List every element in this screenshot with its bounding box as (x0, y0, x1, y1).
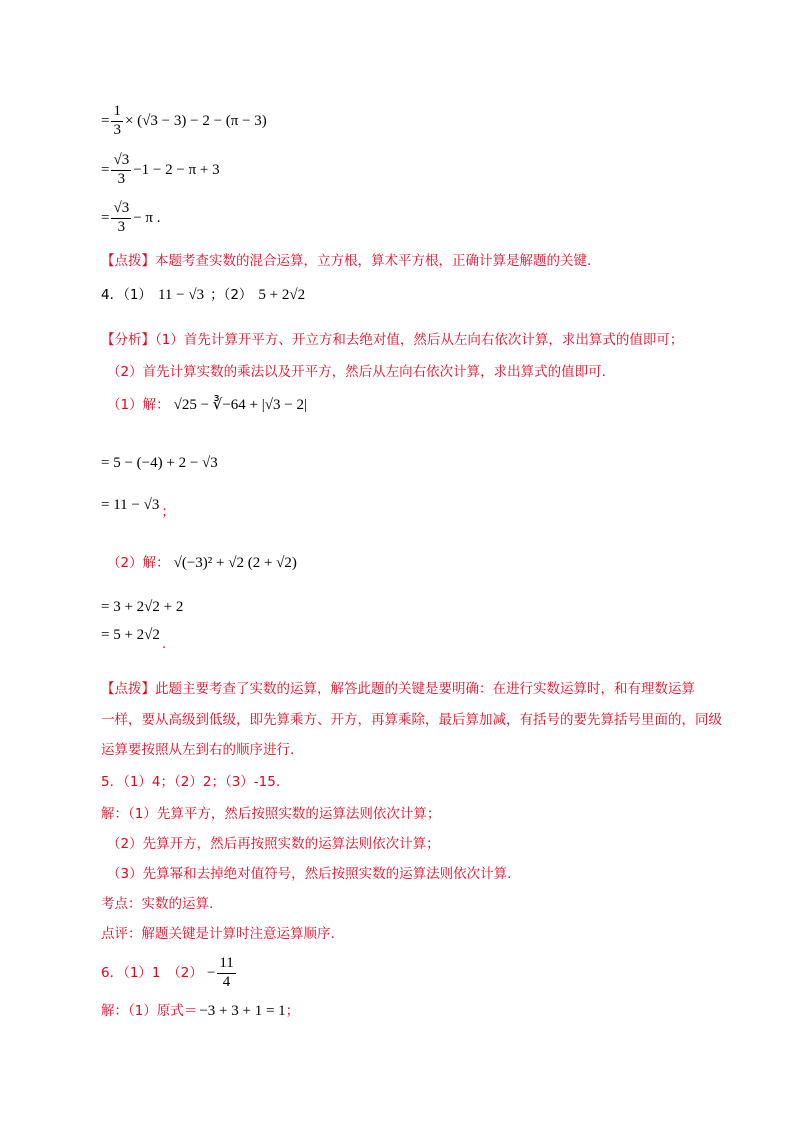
equals-sign: = (101, 161, 110, 178)
q6-answer-line (101, 956, 238, 991)
q5-line-1: 解：（1）先算平方，然后按照实数的运算法则依次计算； (101, 806, 441, 822)
numerator: 1 (111, 104, 123, 122)
denominator: 3 (117, 170, 126, 187)
note-tip-2-line-2: 一样，要从高级到低级，即先算乘方、开方，再算乘除，最后算加减，有括号的要先算括号里面的，同级 (101, 712, 722, 728)
expression: −1 − 2 − π + 3 (133, 161, 220, 178)
sol1-label: （1）解： (107, 396, 170, 413)
denominator: 4 (222, 973, 231, 990)
q5-answer: 5．（1）4；（2）2；（3）-15. (101, 774, 281, 790)
q6-line-1-expression: −3 + 3 + 1 = 1 (199, 1003, 286, 1019)
numerator: 11 (217, 956, 235, 974)
q6-line-1 (101, 1004, 299, 1019)
sol2-expression: √(−3)² + √2 (2 + √2) (173, 555, 297, 571)
q5-line-2: （2）先算开方，然后再按照实数的运算法则依次计算； (107, 836, 440, 852)
q6-fraction-answer (207, 956, 238, 991)
sol1-expression-line (107, 398, 307, 413)
equals-sign: = (101, 209, 110, 226)
sol2-label: （2）解： (107, 554, 170, 571)
sol1-step-2-line (101, 497, 175, 520)
q6-head: 6．（1）1 （2） (101, 964, 203, 981)
sol2-step-2: = 5 + 2√2 (101, 627, 160, 643)
analysis-line-1: 【分析】（1）首先计算开平方、开立方和去绝对值，然后从左向右依次计算，求出算式的值即可； (101, 332, 684, 348)
denominator: 3 (117, 218, 126, 235)
q5-line-3: （3）先算幂和去掉绝对值符号，然后按照实数的运算法则依次计算. (107, 866, 512, 882)
fraction (217, 956, 235, 991)
note-tip-2-line-3: 运算要按照从左到右的顺序进行. (101, 742, 295, 758)
q5-line-4: 考点：实数的运算. (101, 896, 214, 912)
numerator: √3 (111, 153, 131, 171)
sol1-expression: √25 − ∛−64 + |√3 − 2| (173, 397, 307, 413)
minus-sign: − (206, 964, 216, 981)
q4-answer-1: 11 − √3 (157, 287, 205, 303)
sol1-step-2: = 11 − √3 (101, 497, 160, 513)
fraction (111, 153, 131, 188)
step-line-3 (101, 201, 161, 236)
expression: − π . (133, 209, 161, 226)
fraction (111, 201, 131, 236)
q4-answer-2: 5 + 2√2 (258, 287, 306, 303)
equals-sign: = (101, 112, 110, 129)
sol1-step-2-end: ； (161, 503, 175, 520)
q4-separator: ；（2） (210, 286, 253, 303)
q5-line-5: 点评：解题关键是计算时注意运算顺序. (101, 926, 335, 942)
q4-head: 4．（1） (101, 286, 152, 303)
sol2-step-1: = 3 + 2√2 + 2 (101, 599, 184, 615)
sol2-expression-line (107, 556, 297, 571)
expression: × (√3 − 3) − 2 − (π − 3) (124, 112, 267, 129)
step-line-1 (101, 104, 267, 139)
fraction (111, 104, 123, 139)
sol1-step-1: = 5 − (−4) + 2 − √3 (101, 455, 218, 471)
numerator: √3 (111, 201, 131, 219)
note-tip-1: 【点拨】本题考查实数的混合运算，立方根，算术平方根，正确计算是解题的关键. (101, 253, 592, 269)
sol2-step-2-end: . (161, 635, 167, 652)
denominator: 3 (113, 121, 121, 138)
q4-answer-line (101, 288, 305, 303)
analysis-line-2: （2）首先计算实数的乘法以及开平方，然后从左向右依次计算，求出算式的值即可. (107, 364, 606, 380)
q6-line-1-end: ； (285, 1002, 300, 1019)
note-tip-2-line-1: 【点拨】此题主要考查了实数的运算，解答此题的关键是要明确：在进行实数运算时，和有理数运算 (101, 681, 695, 697)
q6-line-1-label: 解：（1）原式＝ (101, 1002, 198, 1019)
step-line-2 (101, 153, 220, 188)
sol2-step-2-line (101, 627, 167, 652)
